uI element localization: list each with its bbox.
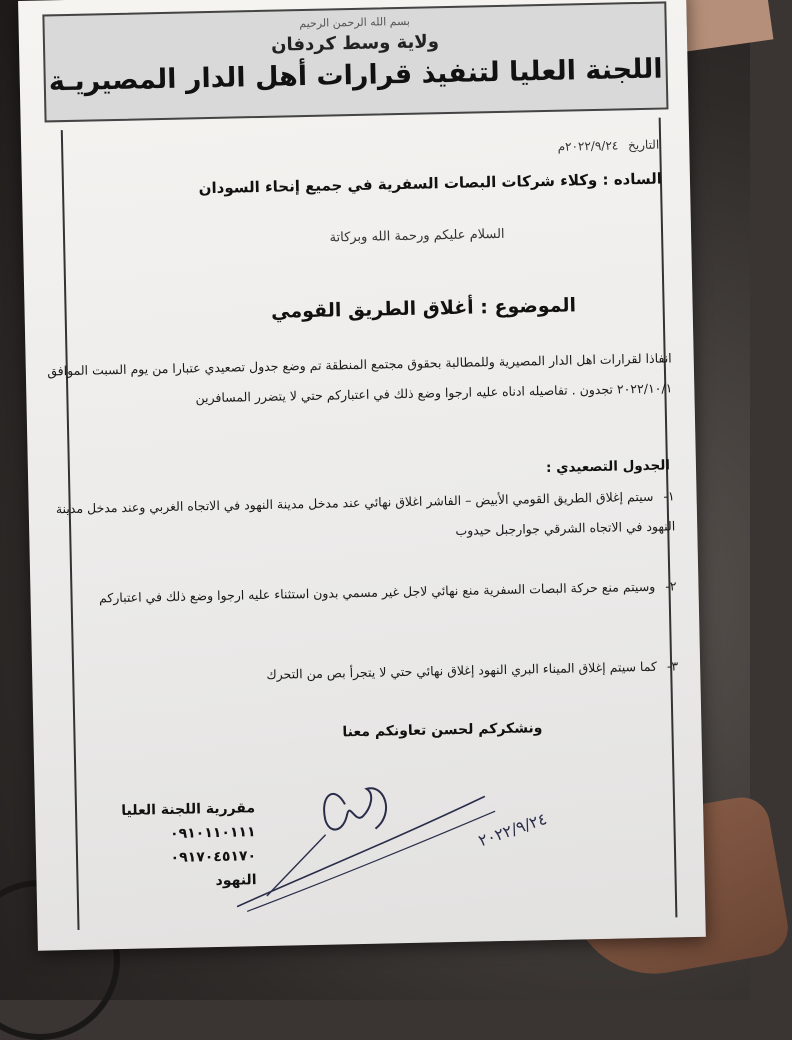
item-number: ٣- bbox=[666, 658, 679, 674]
letterhead bbox=[42, 1, 668, 122]
addressee: الساده : وكلاء شركات البصات السفرية في جميع إنحاء السودان bbox=[198, 169, 663, 198]
printed-letter bbox=[18, 0, 706, 951]
date-label: التاريخ bbox=[627, 137, 660, 153]
subject-line: الموضوع : أغلاق الطريق القومي bbox=[270, 294, 577, 323]
city-name: النهود bbox=[215, 872, 257, 890]
date-line bbox=[557, 138, 659, 154]
closing-thanks: ونشكركم لحسن تعاونكم معنا bbox=[342, 720, 543, 741]
date-value: ٢٠٢٢/٩/٢٤م bbox=[557, 138, 619, 154]
handwritten-signature bbox=[224, 771, 550, 917]
item-text: وسيتم منع حركة البصات السفرية منع نهائي لاجل غير مسمي بدون استثناء عليه ارجوا وضع ذلك في اعتباركم bbox=[98, 578, 656, 606]
basmala: بسم الله الرحمن الرحيم bbox=[299, 14, 411, 31]
greeting: السلام عليكم ورحمة الله وبركاتة bbox=[329, 226, 505, 246]
phone-number: ٠٩١٠١١٠١١١ bbox=[169, 824, 256, 842]
item-text: كما سيتم إغلاق الميناء البري النهود إغلاق نهائي حتي لا يتجرأ بص من التحرك bbox=[266, 658, 658, 682]
body-paragraph: انفاذا لقرارات اهل الدار المصيرية وللمطالبة بحقوق مجتمع المنطقة تم وضع جدول تصعيدي عتبارا من يوم السبت الموافق ٢٠٢٢/١٠/١ تجدون . تفاصيله ادناه عليه ارجوا وضع ذلك في اعتباركم حتي لا يتضرر المسافرين bbox=[47, 350, 673, 406]
item-number: ١- bbox=[663, 488, 675, 504]
phone-number: ٠٩١٧٠٤٥١٧٠ bbox=[170, 848, 257, 866]
state-name: ولاية وسط كردفان bbox=[270, 31, 440, 56]
signatory-title: مقررية اللجنة العليا bbox=[121, 800, 256, 820]
item-number: ٢- bbox=[665, 578, 677, 594]
item-text: سيتم إغلاق الطريق القومي الأبيض – الفاشر اغلاق نهائي عند مدخل مدينة النهود في الاتجاه الغربي وعند مدخل مدينة النهود في الاتجاه الشرقي جوارجبل حيدوب bbox=[55, 488, 676, 538]
handwritten-date: ٢٠٢٢/٩/٢٤ bbox=[475, 808, 550, 851]
schedule-title: الجدول التصعيدي : bbox=[545, 457, 671, 477]
committee-title: اللجنة العليا لتنفيذ قرارات أهل الدار المصيريـة bbox=[48, 53, 663, 98]
